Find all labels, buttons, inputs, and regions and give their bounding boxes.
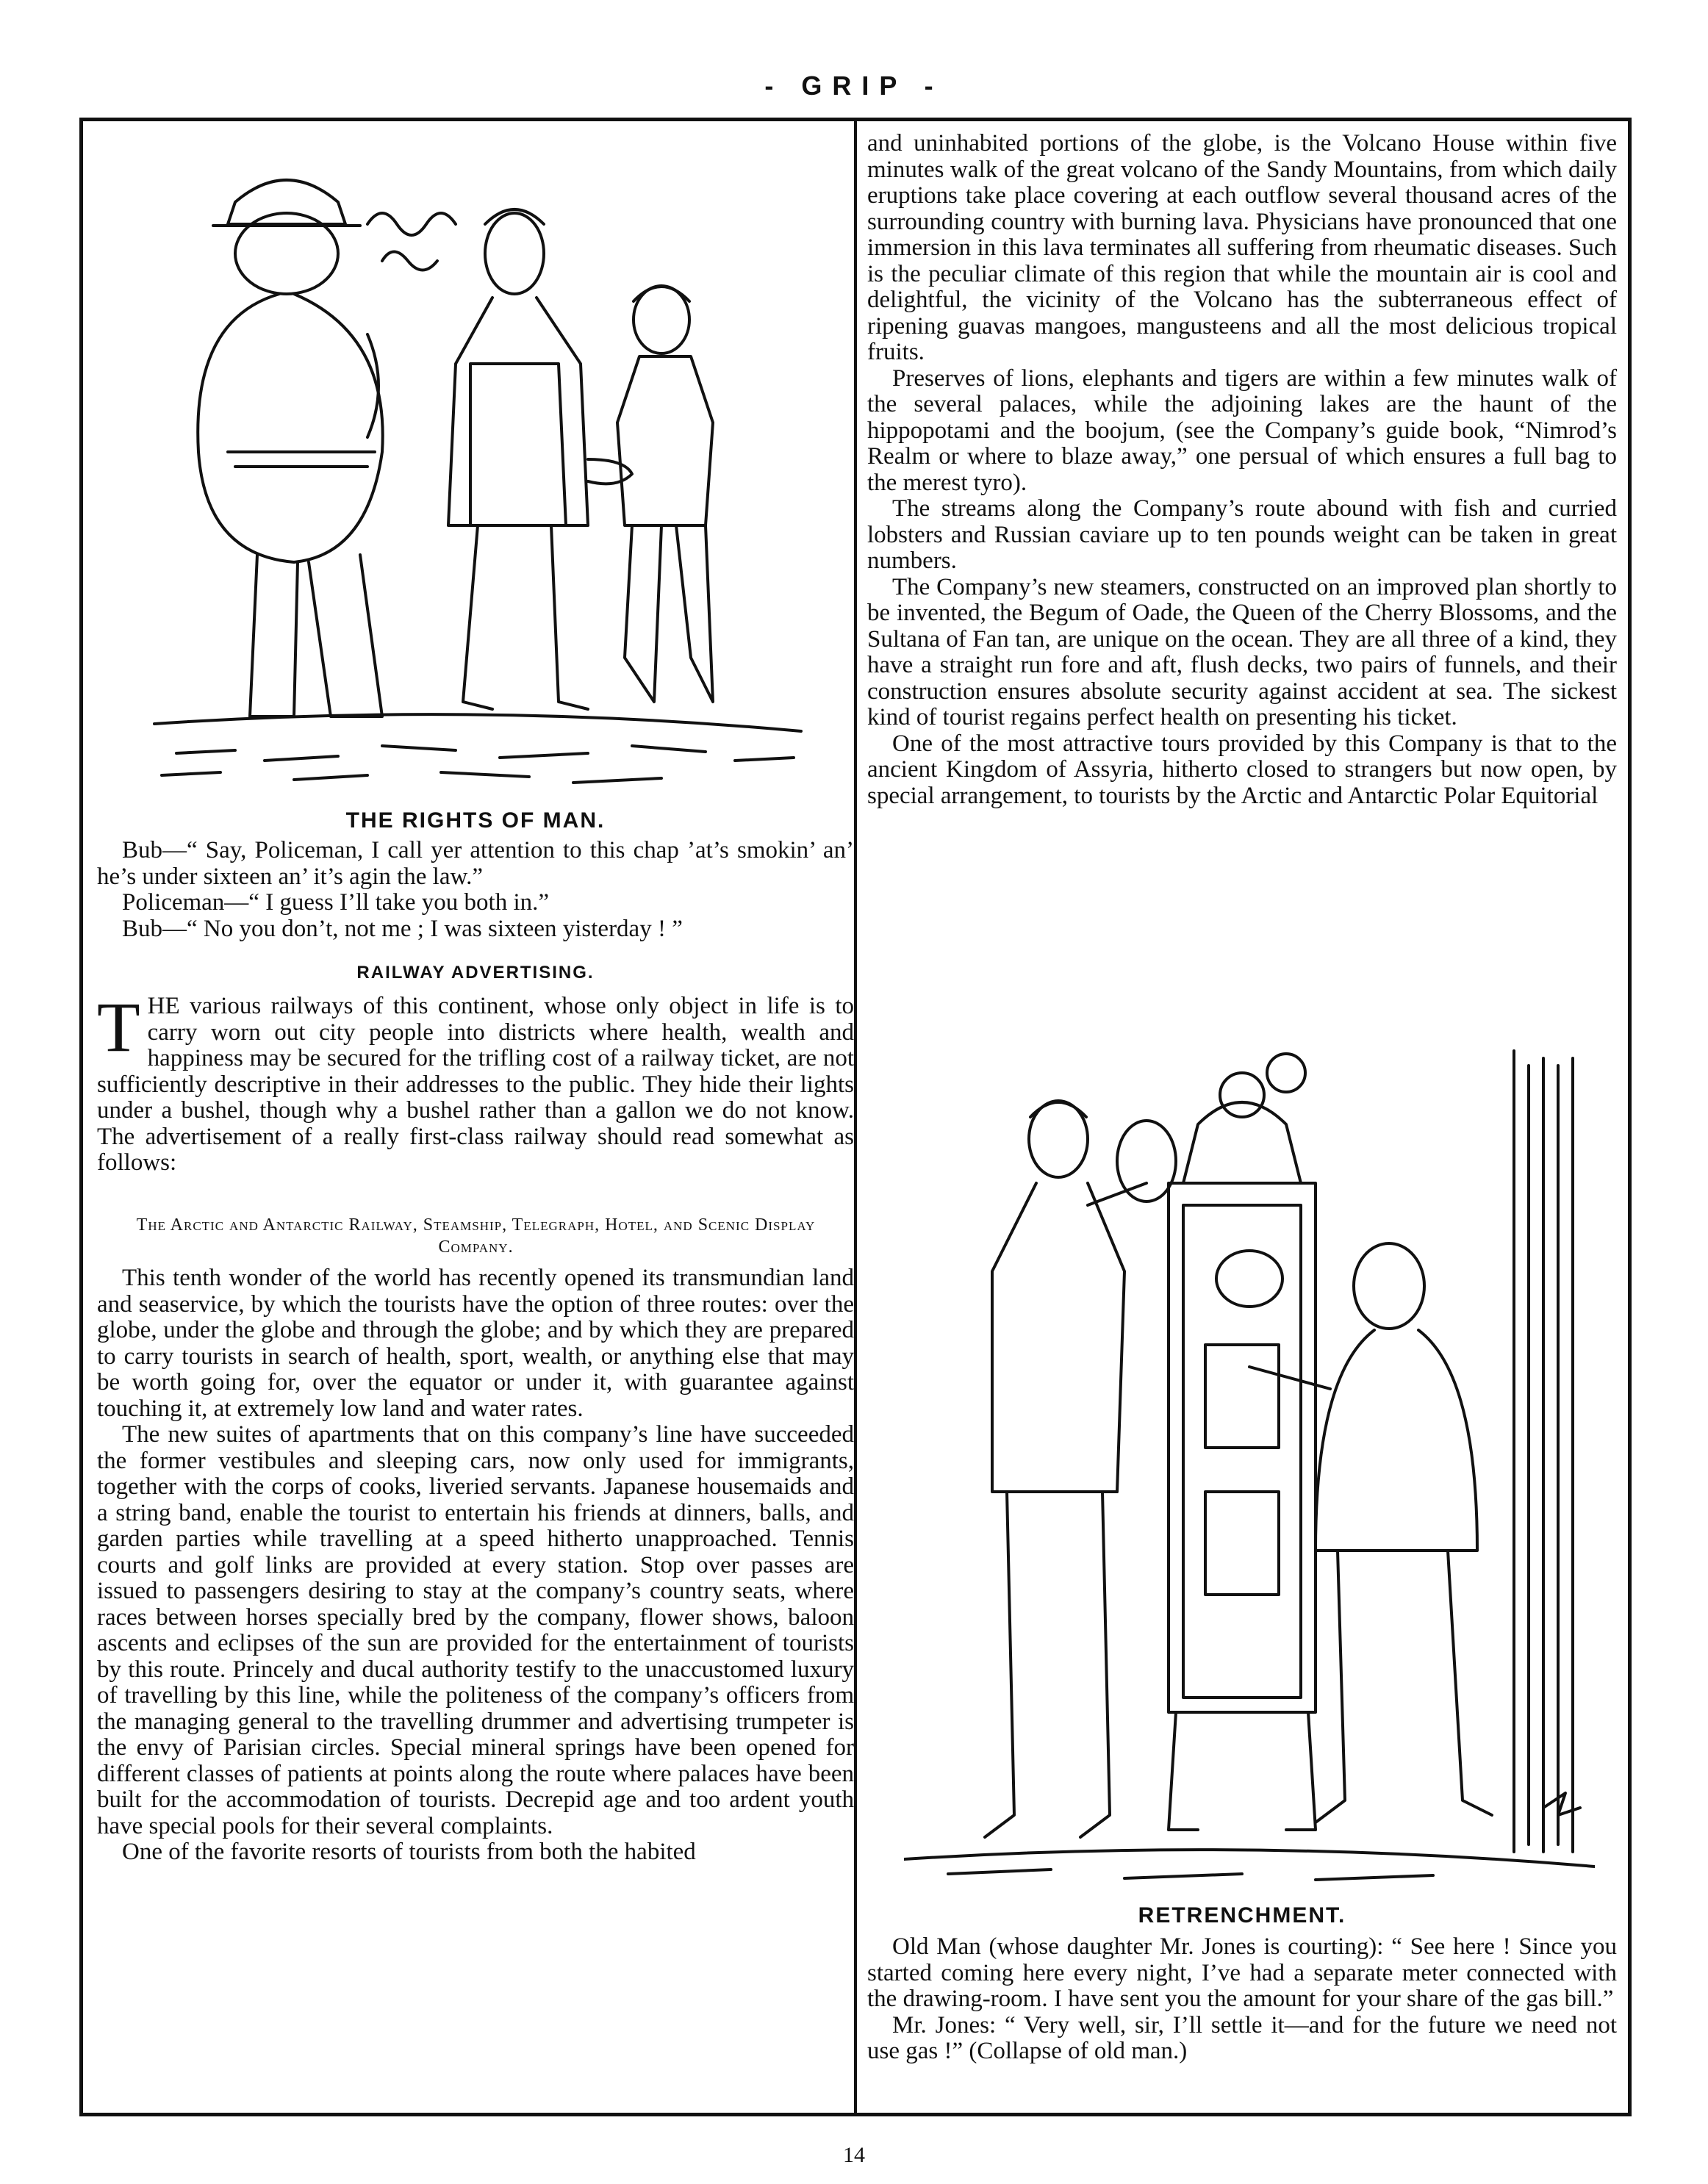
article-continued-paragraph-2: Preserves of lions, elephants and tigers are within a few minutes walk of the several palaces, while the adjoining lakes are the haunt of the hippopotami and the boojum, (see the Company’s guide book, “Nimrod’s Realm or where to blaze away,” one persual of which ensures a full bag to the merest tyro). bbox=[867, 364, 1617, 496]
article-title: RAILWAY ADVERTISING. bbox=[356, 963, 595, 983]
article-intro bbox=[97, 994, 854, 1177]
cartoon2-line-1: Old Man (whose daughter Mr. Jones is courting): “ See here ! Since you started coming here every night, I’ve had a separate meter connected with the drawing-room. I have sent you the amount for your share of the gas bill.” bbox=[867, 1934, 1617, 2012]
retrenchment-illustration bbox=[904, 1036, 1595, 1889]
drop-cap: T bbox=[97, 994, 140, 1066]
cartoon1-line-2: Policeman—“ I guess I’ll take you both in.” bbox=[122, 889, 550, 916]
cartoon2-line-2: Mr. Jones: “ Very well, sir, I’ll settle it—and for the future we need not use gas !” (Collapse of old man.) bbox=[867, 2011, 1617, 2064]
cartoon1-title: THE RIGHTS OF MAN. bbox=[345, 808, 606, 833]
cartoon1-line-3: Bub—“ No you don’t, not me ; I was sixteen yisterday ! ” bbox=[122, 915, 683, 942]
article-intro-text: HE various railways of this continent, whose only object in life is to carry worn out city people into districts where health, wealth and happiness may be secured for the trifling cost of a railway ticket, are not sufficiently descriptive in their addresses to the public. They hide their lights under a bushel, though why a bushel rather than a gallon we do not know. The advertisement of a really first-class railway should read somewhat as follows: bbox=[97, 994, 854, 1176]
rights-of-man-illustration bbox=[147, 143, 808, 790]
article-paragraph-2: The new suites of apartments that on this company’s line have succeeded the former vestibules and sleeping cars, now only used for immigrants, together with the corps of cooks, liveried servants. Japanese housemaids and a string band, enable the tourist to entertain his friends at dinners, balls, and garden parties while travelling at a speed hitherto unapproached. Tennis courts and golf links are provided at every station. Stop over passes are issued to passengers desiring to stay at the company’s country seats, where races between horses specially bred by the company, flower shows, baloon ascents and eclipses of the sun are provided for the entertainment of tourists by this route. Princely and ducal authority testify to the unaccustomed luxury of travelling by this line, while the politeness of the company’s officers from the managing general to the travelling drummer and advertising trumpeter is the envy of Parisian circles. Special mineral springs have been opened for different classes of patients at points along the route where palaces have been built for the accommodation of tourists. Decrepid age and too ardent youth have special pools for their several complaints. bbox=[97, 1421, 854, 1839]
page-number: 14 bbox=[843, 2143, 865, 2167]
article-continued-paragraph-5: One of the most attractive tours provided by this Company is that to the ancient Kingdom of Assyria, hitherto closed to strangers but now open, by special arrangement, to tourists by the Arctic and Antarctic Polar Equitorial bbox=[867, 730, 1617, 809]
company-name: The Arctic and Antarctic Railway, Steamship, Telegraph, Hotel, and Scenic Display Company. bbox=[136, 1215, 816, 1257]
cartoon2-title: RETRENCHMENT. bbox=[1138, 1903, 1346, 1928]
article-continued-paragraph-4: The Company’s new steamers, constructed on an improved plan shortly to be invented, the Begum of Oade, the Queen of the Cherry Blossoms, and the Sultana of Fan tan, are unique on the ocean. They are all three of a kind, they have a straight run fore and aft, flush decks, two pairs of funnels, and their construction ensures absolute security against accident at sea. The sickest kind of tourist regains perfect health on presenting his ticket. bbox=[867, 573, 1617, 730]
article-paragraph-3: One of the favorite resorts of tourists from both the habited bbox=[122, 1839, 696, 1865]
column-divider bbox=[854, 118, 857, 2116]
article-paragraph-1: This tenth wonder of the world has recently opened its transmundian land and seaservice, by which the tourists have the option of three routes: over the globe, under the globe and through the globe; and by which they are prepared to carry tourists in search of health, sport, wealth, or anything else that may be worth going for, over the equator or under it, with guarantee against touching it, at extremely low land and water rates. bbox=[97, 1265, 854, 1422]
cartoon1-line-1: Bub—“ Say, Policeman, I call yer attention to this chap ’at’s smokin’ an’ he’s under sixteen an’ it’s agin the law.” bbox=[97, 838, 854, 890]
article-continued-paragraph-3: The streams along the Company’s route abound with fish and curried lobsters and Russian caviare up to ten pounds weight can be taken in great numbers. bbox=[867, 495, 1617, 574]
article-continued-paragraph-1: and uninhabited portions of the globe, is the Volcano House within five minutes walk of the great volcano of the Sandy Mountains, from which daily eruptions take place covering at each outflow several thousand acres of the surrounding country with burning lava. Physicians have pronounced that one immersion in this lava terminates all suffering from rheumatic diseases. Such is the peculiar climate of this region that while the mountain air is cool and delightful, the vicinity of the Volcano has the subterraneous effect of ripening guavas mangoes, mangusteens and all the most delicious tropical fruits. bbox=[867, 131, 1617, 365]
masthead: - GRIP - bbox=[764, 71, 944, 101]
